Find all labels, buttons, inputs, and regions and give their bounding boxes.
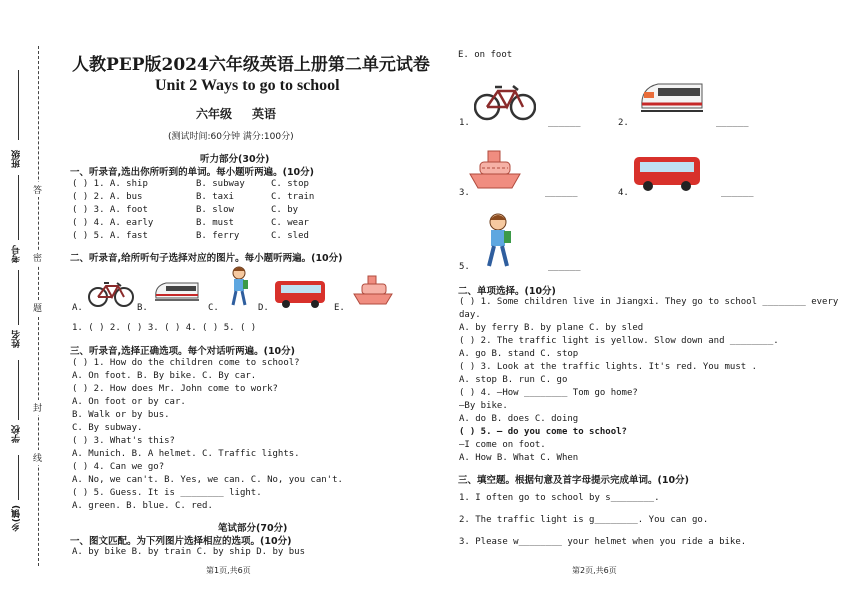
w1-item-4-num: 4. (618, 188, 629, 198)
town-label: 乡(镇) (12, 505, 22, 532)
l3-line-8: A. Munich. B. A helmet. C. Traffic lights. (72, 449, 300, 459)
w-sec1-title: 一、图文匹配。为下列图片选择相应的选项。(10分) (70, 536, 292, 547)
name-blank[interactable] (18, 270, 19, 325)
l1-row-2-b: B. taxi (196, 192, 234, 202)
walking-boy-image (226, 265, 252, 309)
w2-line-10: A. do B. does C. doing (459, 414, 579, 424)
w3-line-1[interactable]: 1. I often go to school by s________. (459, 493, 660, 503)
bus-image (273, 277, 327, 309)
seal-char-2: 密 (33, 250, 42, 265)
l1-row-3-b: B. slow (196, 205, 234, 215)
w2-line-4: ( ) 2. The traffic light is yellow. Slow down and ________. (459, 336, 779, 346)
l3-line-9: ( ) 4. Can we go? (72, 462, 165, 472)
l2-label-e: E. (334, 303, 345, 313)
w1-option-e: E. on foot (458, 50, 513, 60)
w1-item-1-blank[interactable]: ______ (548, 118, 581, 128)
w2-line-2: day. (459, 310, 481, 320)
exam-no-label: 考号 (12, 245, 22, 263)
w1-item-3-blank[interactable]: ______ (545, 188, 578, 198)
l2-label-c: C. (208, 303, 219, 313)
w-sec3-title: 三、填空题。根据句意及首字母提示完成单词。(10分) (458, 475, 689, 486)
l3-line-3: ( ) 2. How does Mr. John come to work? (72, 384, 278, 394)
page1-footer: 第1页,共6页 (206, 566, 251, 575)
seal-char-5: 线 (33, 450, 42, 465)
l3-line-12: A. green. B. blue. C. red. (72, 501, 213, 511)
l3-line-5: B. Walk or by bus. (72, 410, 170, 420)
w1-ship-image (466, 146, 524, 192)
w2-line-1: ( ) 1. Some children live in Jiangxi. They go to school ________ every (459, 297, 839, 307)
w2-line-8: ( ) 4. —How ________ Tom go home? (459, 388, 638, 398)
school-label: 学校 (12, 425, 22, 443)
subject: 英语 (252, 107, 277, 121)
l2-answers[interactable]: 1. ( ) 2. ( ) 3. ( ) 4. ( ) 5. ( ) (72, 323, 257, 333)
title-en: Unit 2 Ways to go to school (155, 77, 340, 94)
w1-train-image (638, 78, 706, 118)
l3-line-1: ( ) 1. How do the children come to school? (72, 358, 300, 368)
w3-line-3[interactable]: 3. Please w________ your helmet when you ride a bike. (459, 537, 747, 547)
w1-item-4-blank[interactable]: ______ (721, 188, 754, 198)
w1-item-5-num: 5. (459, 262, 470, 272)
l-sec2-title: 二、听录音,给所听句子选择对应的图片。每小题听两遍。(10分) (70, 253, 343, 264)
l3-line-6: C. By subway. (72, 423, 143, 433)
w1-walking-boy-image (480, 212, 516, 270)
l1-row-3-a: ( ) 3. A. foot (72, 205, 148, 215)
w1-item-1-num: 1. (459, 118, 470, 128)
l1-row-4-b: B. must (196, 218, 234, 228)
w2-line-11: ( ) 5. — do you come to school? (459, 427, 627, 437)
seal-char-3: 题 (33, 300, 42, 315)
l1-row-2-a: ( ) 2. A. bus (72, 192, 143, 202)
l1-row-2-c: C. train (271, 192, 315, 202)
exam-no-blank[interactable] (18, 175, 19, 240)
l1-row-1-a: ( ) 1. A. ship (72, 179, 148, 189)
class-blank[interactable] (18, 70, 19, 140)
school-blank[interactable] (18, 360, 19, 420)
l2-label-d: D. (258, 303, 269, 313)
w1-item-5-blank[interactable]: ______ (548, 262, 581, 272)
w1-item-3-num: 3. (459, 188, 470, 198)
grade: 六年级 (196, 107, 233, 121)
l1-row-4-c: C. wear (271, 218, 309, 228)
l2-label-a: A. (72, 303, 83, 313)
l-sec1-title: 一、听录音,选出你所听到的单词。每小题听两遍。(10分) (70, 167, 315, 178)
train-image (152, 278, 202, 304)
name-label: 姓名 (12, 330, 22, 348)
listening-title: 听力部分(30分) (200, 154, 270, 165)
w1-item-2-blank[interactable]: ______ (716, 118, 749, 128)
l-sec3-title: 三、听录音,选择正确选项。每个对话听两遍。(10分) (70, 346, 296, 357)
time-info: (测试时间:60分钟 满分:100分) (168, 132, 294, 142)
l1-row-5-b: B. ferry (196, 231, 240, 241)
w1-options: A. by bike B. by train C. by ship D. by bus (72, 547, 305, 557)
l1-row-4-a: ( ) 4. A. early (72, 218, 154, 228)
w2-line-12: —I come on foot. (459, 440, 546, 450)
l3-line-4: A. On foot or by car. (72, 397, 186, 407)
w3-line-2[interactable]: 2. The traffic light is g________. You can go. (459, 515, 709, 525)
town-blank[interactable] (18, 455, 19, 500)
ship-image (350, 272, 396, 308)
page2-footer: 第2页,共6页 (572, 566, 617, 575)
l3-line-7: ( ) 3. What's this? (72, 436, 175, 446)
l1-row-5-a: ( ) 5. A. fast (72, 231, 148, 241)
l1-row-5-c: C. sled (271, 231, 309, 241)
l1-row-1-c: C. stop (271, 179, 309, 189)
bike-image (88, 278, 134, 308)
w2-line-13: A. How B. What C. When (459, 453, 579, 463)
w2-line-6: ( ) 3. Look at the traffic lights. It's red. You must . (459, 362, 758, 372)
title-cn: 人教PEP版2024六年级英语上册第二单元试卷 (72, 55, 430, 75)
w2-line-5: A. go B. stand C. stop (459, 349, 579, 359)
l1-row-1-b: B. subway (196, 179, 245, 189)
l1-row-3-c: C. by (271, 205, 299, 215)
w2-line-7: A. stop B. run C. go (459, 375, 568, 385)
w-sec2-title: 二、单项选择。(10分) (458, 286, 556, 297)
seal-char-4: 封 (33, 400, 42, 415)
l3-line-2: A. On foot. B. By bike. C. By car. (72, 371, 257, 381)
w1-bike-image (474, 80, 536, 122)
w2-line-9: —By bike. (459, 401, 508, 411)
w2-line-3: A. by ferry B. by plane C. by sled (459, 323, 644, 333)
w1-item-2-num: 2. (618, 118, 629, 128)
writing-title: 笔试部分(70分) (218, 523, 288, 534)
seal-char-1: 答 (33, 182, 42, 197)
w1-bus-image (632, 153, 702, 193)
l3-line-11: ( ) 5. Guess. It is ________ light. (72, 488, 262, 498)
l3-line-10: A. No, we can't. B. Yes, we can. C. No, you can't. (72, 475, 343, 485)
class-label: 班级 (12, 150, 22, 168)
l2-label-b: B. (137, 303, 148, 313)
